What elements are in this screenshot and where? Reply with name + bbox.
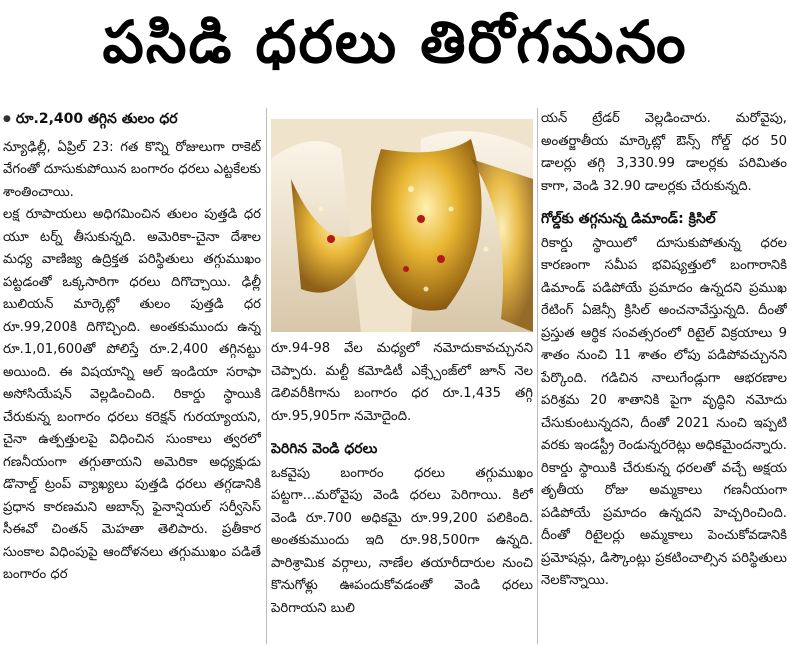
paragraph: న్యూఢిల్లీ, ఏప్రిల్ 23: గత కొన్ని రోజులుగా రాకెట్ వేగంతో దూసుకుపోయిన బంగారం ధరలు ఎట్టకేలకు శాంతించాయి.: [3, 139, 261, 200]
bullet-highlight: ● రూ.2,400 తగ్గిన తులం ధర: [3, 108, 261, 133]
article-column-middle: [271, 338, 533, 644]
paragraph: లక్ష రూపాయలు అధిగమించిన తులం పుత్తడి ధర యూ టర్న్ తీసుకున్నది. అమెరికా-చైనా దేశాల మధ్య వాణిజ్య ఉద్రిక్తత పరిస్థితులు తగ్గుముఖం పట్టడంతో ఒక్కసారిగా ధరలు దిగొచ్చాయి. ఢిల్లీ బులియన్ మార్కెట్లో తులం పుత్తడి ధర రూ.99,200కి దిగొచ్చింది. అంతకుముందు ఉన్న రూ.1,01,600తో పోలిస్తే రూ.2,400 తగ్గినట్టు అయింది. ఈ విషయాన్ని ఆల్ ఇండియా సరాఫా అసోసియేషన్ వెల్లడించింది. రికార్డు స్థాయికి చేరుకున్న బంగారం ధరలు కరెక్షన్ గురయ్యాయని, చైనా ఉత్పత్తులపై విధించిన సుంకాలు త్వరలో గణనీయంగా తగ్గుతాయని అమెరికా అధ్యక్షుడు డొనాల్డ్ ట్రంప్ వ్యాఖ్యలు పుత్తడి ధరలు తగ్గడానికి ప్రధాన కారణమని అబాన్స్ ఫైనాన్షియల్ సర్వీసెస్ సీఈవో చింతన్ మెహతా తెలిపారు. ప్రతీకార సుంకాల విధింపుపై ఆందోళనలు తగ్గుముఖం పడితే బంగారం ధర: [3, 207, 261, 582]
gold-jewellery-photo: [271, 119, 533, 332]
column-divider-right: [537, 108, 538, 644]
paragraph: రికార్డు స్థాయిలో దూసుకుపోతున్న ధరల కారణంగా సమీప భవిష్యత్తులో బంగారానికి డిమాండ్ పడిపోయే ప్రమాదం ఉన్నదని ప్రముఖ రేటింగ్ ఏజెన్సీ క్రిసిల్ అంచనావేస్తున్నది. దీంతో ప్రస్తుత ఆర్థిక సంవత్సరంలో రిటైల్ విక్రయాలు 9 శాతం నుంచి 11 శాతం లోపు పడిపోవచ్చునని పేర్కొంది. గడిచిన నాలుగేండ్లుగా ఆభరణాల పరిశ్రమ 20 శాతానికి పైగా వృద్ధిని నమోదు చేసుకుంటున్నదని, దీంతో 2021 నుంచి ఇప్పటి వరకు ఇండస్ట్రీ రెండున్నరరెట్లు అధికమైందన్నారు. రికార్డు స్థాయికి చేరుకున్న ధరలతో వచ్చే అక్షయ తృతీయ రోజు అమ్మకాలు గణనీయంగా పడిపోయే ప్రమాదం ఉన్నదని హెచ్చరించింది. దీంతో రిటైలర్లు అమ్మకాలు పెంచుకోవడానికి ప్రమోషన్లు, డిస్కౌంట్లు ప్రకటించాల్సిన పరిస్థితులు నెలకొన్నాయి.: [541, 235, 787, 588]
subheading: పెరిగిన వెండి ధరలు: [271, 441, 378, 457]
paragraph: ఒకవైపు బంగారం ధరలు తగ్గుముఖం పట్టగా...మరోవైపు వెండి ధరలు పెరిగాయి. కిలో వెండి రూ.700 అధికమై రూ.99,200 పలికింది. అంతకుముందు ఇది రూ.98,500గా ఉన్నది. పారిశ్రామిక వర్గాలు, నాణేల తయారీదారుల నుంచి కొనుగోళ్లు ఊపందుకోవడంతో వెండి ధరలు పెరిగాయని బులి: [271, 465, 533, 616]
paragraph: యన్ ట్రేడర్ వెల్లడించారు. మరోవైపు, అంతర్జాతీయ మార్కెట్లో ఔన్స్ గోల్డ్ ధర 50 డాలర్లు తగ్గి 3,330.99 డాలర్లకు పరిమితం కాగా, వెండి 32.90 డాలర్లకు చేరుకున్నది.: [541, 111, 787, 194]
subheading: గోల్డ్‌కు తగ్గనున్న డిమాండ్: క్రిసిల్: [541, 211, 716, 227]
column-divider-left: [266, 108, 267, 644]
article-column-right: [541, 108, 787, 644]
paragraph: రూ.94-98 వేల మధ్యలో నమోదుకావచ్చునని చెప్పారు. మల్టీ కమోడిటీ ఎక్స్చేంజ్‌లో జూన్ నెల డెలివరీకిగాను బంగారం ధర రూ.1,435 తగ్గి రూ.95,905గా నమోదైంది.: [271, 341, 533, 424]
headline: పసిడి ధరలు తిరోగమనం: [102, 7, 688, 76]
article-column-left: [3, 108, 261, 644]
gold-jewellery-illustration: [271, 119, 533, 332]
